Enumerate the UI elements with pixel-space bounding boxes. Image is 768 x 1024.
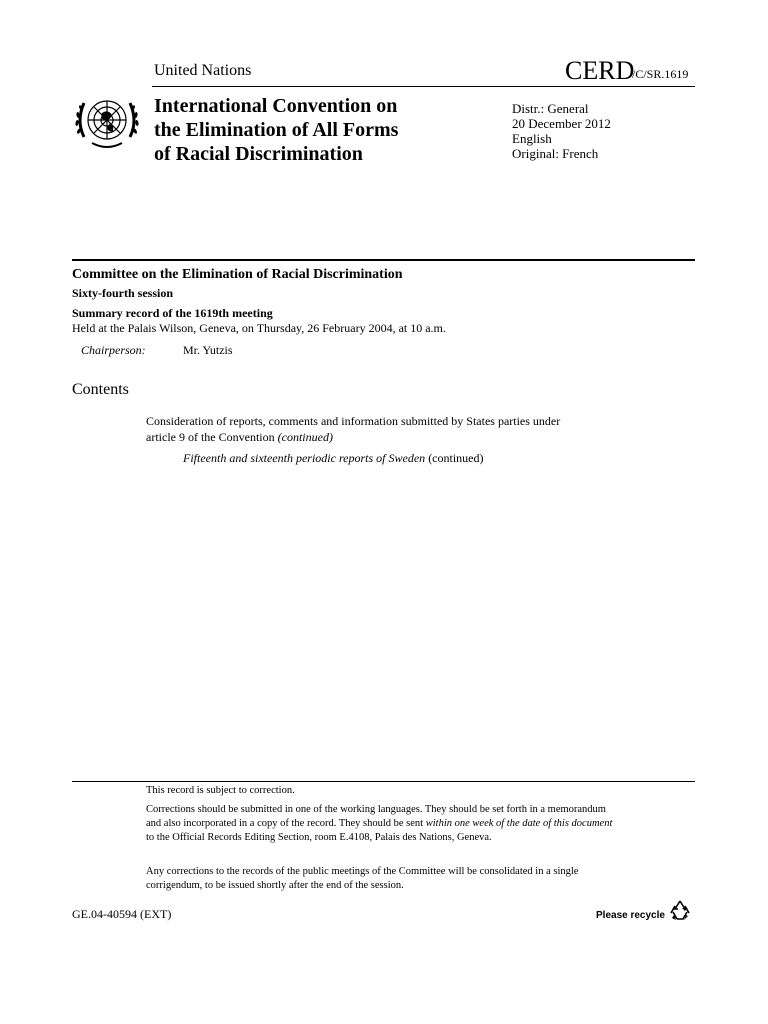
correction-note: This record is subject to correction. xyxy=(146,785,295,796)
footnote-rule xyxy=(72,781,695,782)
contents-subitem-continued: (continued) xyxy=(425,451,484,465)
recycle-label: Please recycle xyxy=(596,910,665,921)
summary-record-title: Summary record of the 1619th meeting xyxy=(72,306,273,320)
corrections-text-end: to the Official Records Editing Section, room E.4108, Palais des Nations, Geneva. xyxy=(146,832,492,843)
un-emblem-icon xyxy=(72,93,142,155)
contents-item-line xyxy=(146,429,616,445)
contents-subitem xyxy=(183,451,484,466)
contents-heading: Contents xyxy=(72,381,129,398)
corrections-instructions xyxy=(146,803,616,845)
contents-subitem-title: Fifteenth and sixteenth periodic reports of Sweden xyxy=(183,451,426,465)
distribution-original: Original: French xyxy=(512,146,599,161)
corrections-text: Corrections should be submitted in one of the working languages. They should be set forth in a memorandum and also incorporated in a copy of the record. They should be sent xyxy=(146,804,606,829)
session-name: Sixty-fourth session xyxy=(72,286,174,300)
document-symbol: CERD xyxy=(565,56,635,85)
distribution-date: 20 December 2012 xyxy=(512,116,611,131)
header-rule xyxy=(152,86,695,87)
chairperson-label: Chairperson: xyxy=(81,343,146,357)
corrigendum-note: Any corrections to the records of the public meetings of the Committee will be consolidated in a single corrigendum, to be issued shortly after the end of the session. xyxy=(146,866,579,891)
document-symbol-suffix: /C/SR.1619 xyxy=(632,67,689,81)
distribution-block xyxy=(512,101,611,161)
distribution-line: Distr.: General xyxy=(512,101,589,116)
meeting-location: Held at the Palais Wilson, Geneva, on Thursday, 26 February 2004, at 10 a.m. xyxy=(72,321,446,335)
organization-name: United Nations xyxy=(154,62,252,79)
convention-title-line: International Convention on xyxy=(154,95,398,117)
contents-item-text: article 9 of the Convention xyxy=(146,430,275,444)
committee-name: Committee on the Elimination of Racial Discrimination xyxy=(72,267,403,282)
distribution-language: English xyxy=(512,131,552,146)
continued-label: (continued) xyxy=(277,430,333,444)
contents-item-line: Consideration of reports, comments and information submitted by States parties under xyxy=(146,414,561,428)
recycle-icon xyxy=(668,898,692,922)
convention-title-line: the Elimination of All Forms xyxy=(154,119,399,141)
section-rule xyxy=(72,259,695,261)
convention-title xyxy=(154,94,474,166)
convention-title-line: of Racial Discrimination xyxy=(154,143,363,165)
chairperson-name: Mr. Yutzis xyxy=(183,343,233,357)
corrections-deadline: within one week of the date of this document xyxy=(425,818,613,829)
document-number: GE.04-40594 (EXT) xyxy=(72,907,172,921)
contents-item xyxy=(146,413,616,445)
